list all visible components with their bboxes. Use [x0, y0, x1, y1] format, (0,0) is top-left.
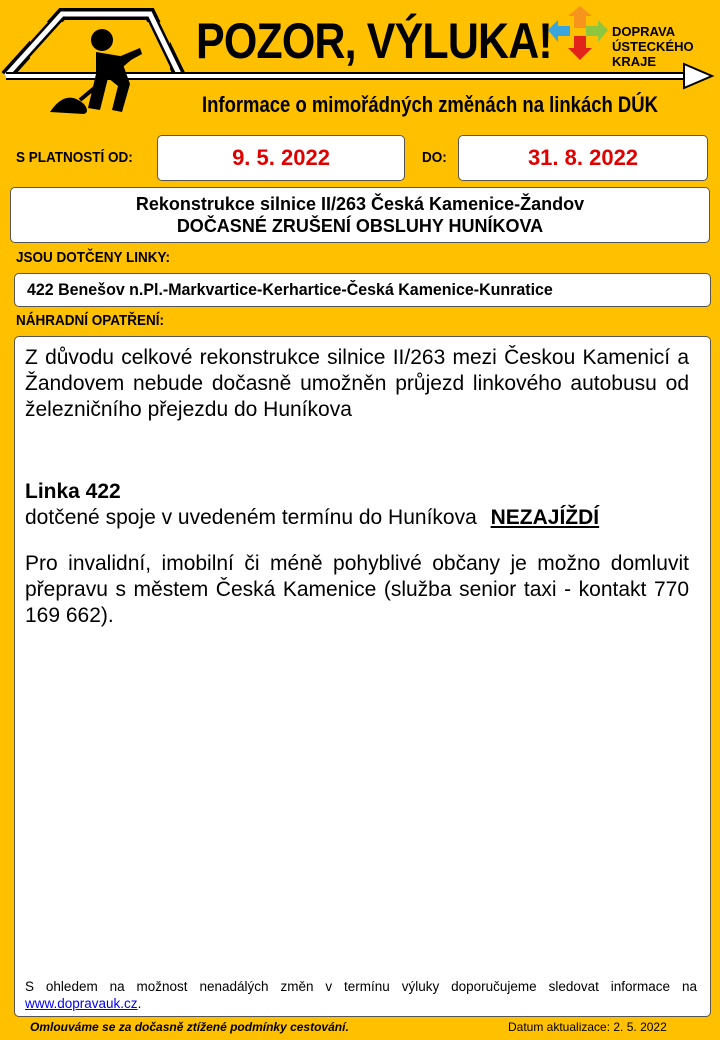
- footnote-end: .: [137, 996, 142, 1011]
- line-title: Linka 422: [25, 480, 121, 503]
- header: [0, 0, 720, 136]
- duk-logo-icon: [548, 6, 608, 60]
- affected-lines-label: JSOU DOTČENY LINKY:: [16, 249, 171, 266]
- line-info-text: dotčené spoje v uvedeném termínu do Huníkova: [25, 506, 477, 529]
- page-subtitle: Informace o mimořádných změnách na linkách DÚK: [202, 92, 658, 117]
- website-link[interactable]: www.dopravauk.cz: [25, 996, 138, 1011]
- footnote-text: S ohledem na možnost nenadálých změn v termínu výluky doporučujeme sledovat informace na: [25, 979, 697, 994]
- valid-to-value: 31. 8. 2022: [458, 135, 708, 181]
- page-title: POZOR, VÝLUKA!: [196, 13, 552, 69]
- logo-line: DOPRAVA: [612, 24, 676, 39]
- apology-text: Omlouváme se za dočasně ztížené podmínky cestování.: [30, 1020, 349, 1034]
- measures-box: [14, 336, 711, 1017]
- logo-text: [612, 24, 694, 69]
- notice-line-1: Rekonstrukce silnice II/263 Česká Kamenice-Žandov: [135, 194, 585, 214]
- measures-paragraph-3: Pro invalidní, imobilní či méně pohyblivé občany je možno domluvit přepravu s městem Česká Kamenice (služba senior taxi - kontakt 770 169 662).: [25, 552, 689, 627]
- footnote: [25, 978, 697, 1012]
- line-info-emphasis: NEZAJÍŽDÍ: [490, 506, 600, 529]
- notice-box: [10, 187, 710, 243]
- notice-line-2: DOČASNÉ ZRUŠENÍ OBSLUHY HUNÍKOVA: [176, 216, 544, 236]
- valid-to-label: DO:: [422, 149, 447, 166]
- valid-from-label: S PLATNOSTÍ OD:: [16, 149, 133, 166]
- logo-line: ÚSTECKÉHO: [612, 39, 694, 54]
- affected-line-text: 422 Benešov n.Pl.-Markvartice-Kerhartice-Česká Kamenice-Kunratice: [27, 280, 553, 299]
- affected-line-box: [14, 273, 711, 307]
- line-info: [25, 505, 700, 531]
- measures-label: NÁHRADNÍ OPATŘENÍ:: [16, 312, 164, 329]
- updated-date: Datum aktualizace: 2. 5. 2022: [508, 1020, 667, 1034]
- logo-line: KRAJE: [612, 54, 657, 69]
- valid-from-value: 9. 5. 2022: [157, 135, 405, 181]
- measures-paragraph-1: Z důvodu celkové rekonstrukce silnice II/263 mezi Českou Kamenicí a Žandovem nebude dočasně umožněn průjezd linkového autobusu od železničního přejezdu do Huníkova: [25, 346, 689, 421]
